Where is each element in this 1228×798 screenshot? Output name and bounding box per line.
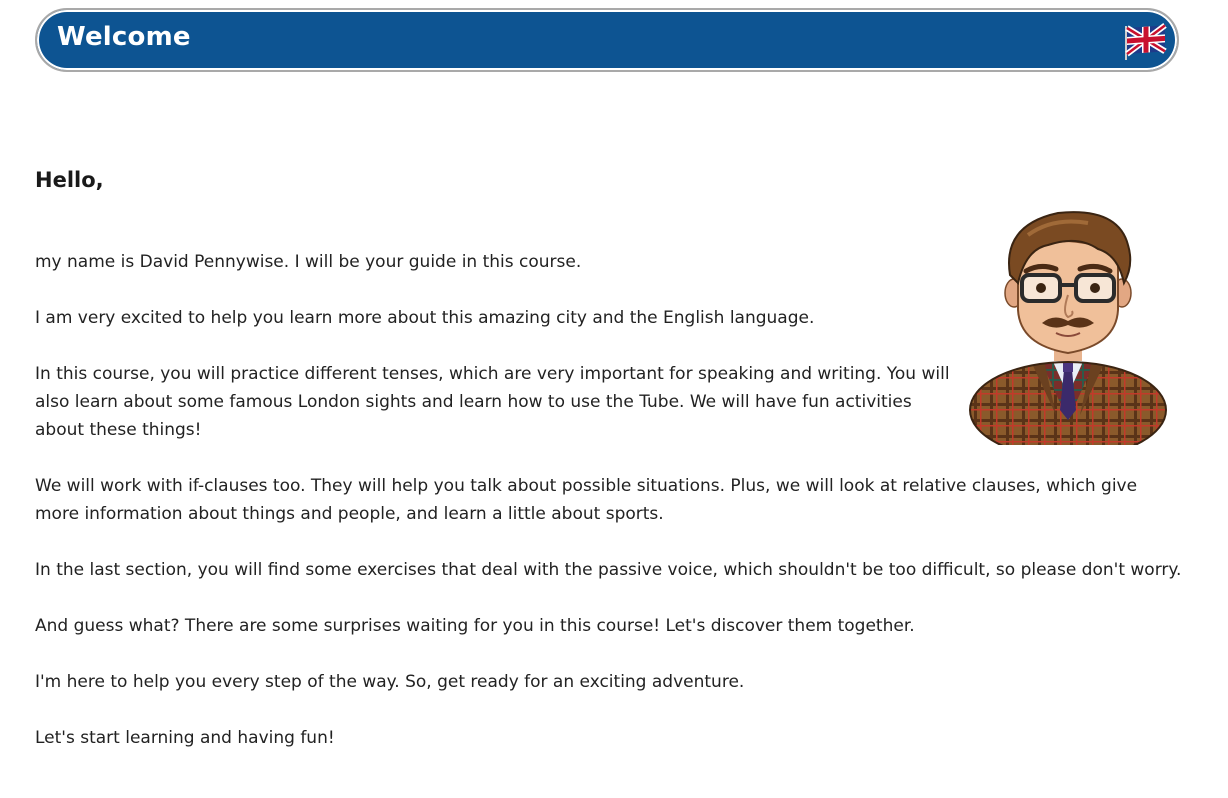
course-overview-paragraph: In this course, you will practice different tenses, which are very important for speaking and writing. You will also learn about some famous London sights and learn how to use the Tube. We will have fun activities about these things! — [35, 364, 950, 440]
page-title: Welcome — [57, 22, 191, 52]
excitement-paragraph: I am very excited to help you learn more about this amazing city and the English language. — [35, 308, 815, 328]
guide-avatar-illustration — [968, 205, 1168, 445]
uk-flag-icon[interactable] — [1123, 22, 1167, 62]
header-bar — [35, 8, 1179, 72]
greeting-heading: Hello, — [35, 168, 104, 192]
surprises-paragraph: And guess what? There are some surprises waiting for you in this course! Let's discover them together. — [35, 616, 915, 636]
support-paragraph: I'm here to help you every step of the way. So, get ready for an exciting adventure. — [35, 672, 745, 692]
clauses-paragraph: We will work with if-clauses too. They will help you talk about possible situations. Plus, we will look at relative clauses, which give more information about things and people, and learn a little about sports. — [35, 476, 1138, 524]
intro-paragraph: my name is David Pennywise. I will be your guide in this course. — [35, 252, 582, 272]
passive-voice-paragraph: In the last section, you will find some exercises that deal with the passive voice, which shouldn't be too difficult, so please don't worry. — [35, 560, 1182, 580]
closing-paragraph: Let's start learning and having fun! — [35, 728, 335, 748]
